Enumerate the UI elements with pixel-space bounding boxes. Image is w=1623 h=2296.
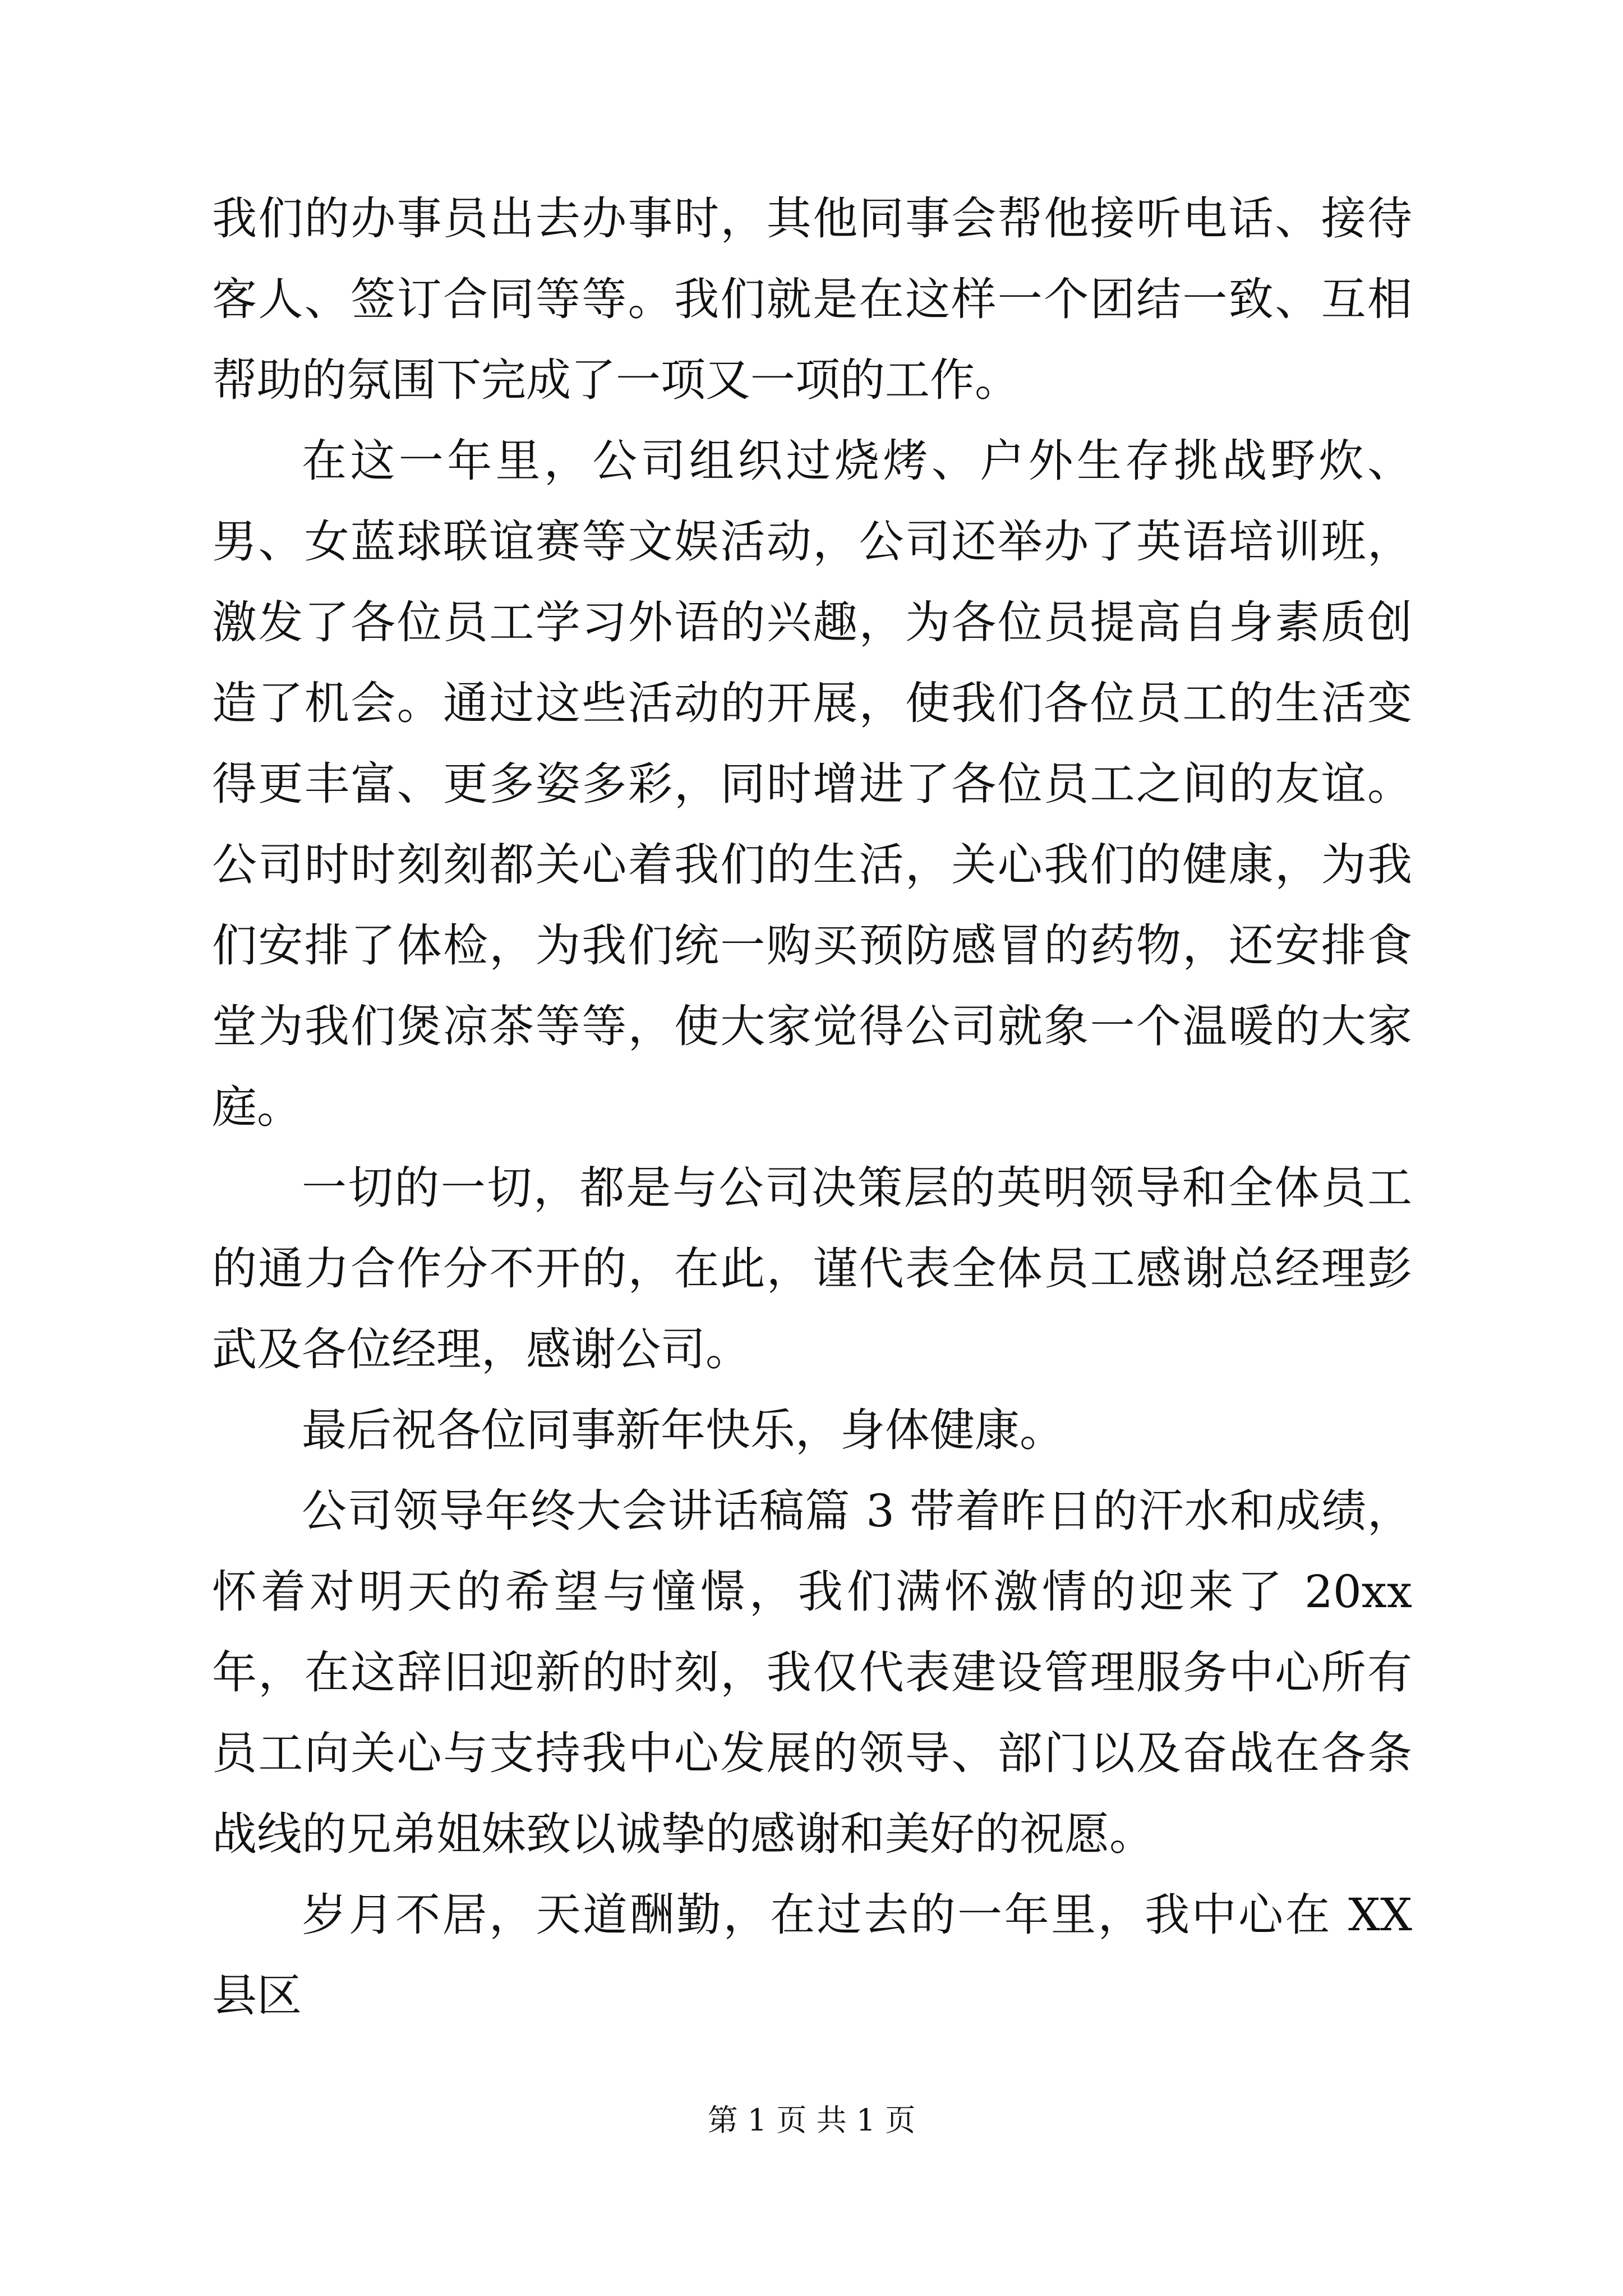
paragraph: 公司领导年终大会讲话稿篇 3 带着昨日的汗水和成绩，怀着对明天的希望与憧憬，我们满怀激情的迎来了 20xx 年，在这辞旧迎新的时刻，我仅代表建设管理服务中心所有员工向关心与支持我中心发展的领导、部门以及奋战在各条战线的兄弟姐妹致以诚挚的感谢和美好的祝愿。 — [212, 1485, 1412, 1860]
page-number-label: 第 1 页 共 1 页 — [707, 2102, 916, 2138]
paragraph: 岁月不居，天道酬勤，在过去的一年里，我中心在 XX 县区 — [212, 1889, 1412, 2022]
page-footer — [0, 2098, 1623, 2143]
paragraph: 最后祝各位同事新年快乐，身体健康。 — [302, 1404, 1064, 1456]
paragraph: 在这一年里，公司组织过烧烤、户外生存挑战野炊、男、女蓝球联谊赛等文娱活动，公司还举办了英语培训班，激发了各位员工学习外语的兴趣，为各位员提高自身素质创造了机会。通过这些活动的开展，使我们各位员工的生活变得更丰富、更多姿多彩，同时增进了各位员工之间的友谊。公司时时刻刻都关心着我们的生活，关心我们的健康，为我们安排了体检，为我们统一购买预防感冒的药物，还安排食堂为我们煲凉茶等等，使大家觉得公司就象一个温暖的大家庭。 — [212, 435, 1412, 1133]
paragraph-continuation: 我们的办事员出去办事时，其他同事会帮他接听电话、接待客人、签订合同等等。我们就是在这样一个团结一致、互相帮助的氛围下完成了一项又一项的工作。 — [212, 192, 1412, 406]
document-body — [212, 178, 1412, 2036]
paragraph: 一切的一切，都是与公司决策层的英明领导和全体员工的通力合作分不开的，在此，谨代表全体员工感谢总经理彭武及各位经理，感谢公司。 — [212, 1162, 1412, 1375]
